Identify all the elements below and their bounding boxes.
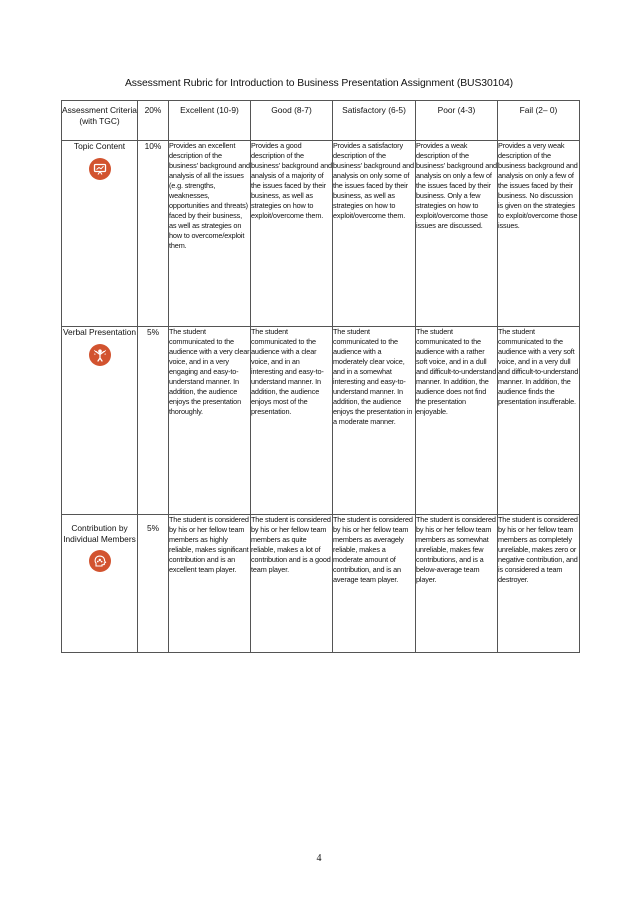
weight-cell: 5% [138,515,169,653]
descriptor-excellent: The student communicated to the audience with a very clear voice, and in a very engaging and easy-to-understand manner. In addition, the audience enjoys the presentation thoroughly. [169,327,251,515]
descriptor-good: The student communicated to the audience with a clear voice, and in an interesting and easy-to-understand manner. In addition, the audience enjoys most of the presentation. [251,327,333,515]
header-weight: 20% [138,101,169,141]
descriptor-good: The student is considered by his or her fellow team members as quite reliable, makes a lot of contribution and is a good team player. [251,515,333,653]
descriptor-poor: Provides a weak description of the business' background and analysis on only a few of the issues faced by their business. Only a few strategies on how to exploit/overcome those issues are discussed. [416,141,498,327]
weight-cell: 10% [138,141,169,327]
descriptor-fail: The student communicated to the audience with a very soft voice, and in a very dull and difficult-to-understand manner. In addition, the audience finds the presentation insufferable. [498,327,580,515]
header-good: Good (8-7) [251,101,333,141]
descriptor-excellent: Provides an excellent description of the business' background and analysis of all the issues (e.g. strengths, weaknesses, opportunities and threats) faced by their business, as well as strategies on how to overcome/exploit them. [169,141,251,327]
descriptor-satisfactory: The student communicated to the audience with a moderately clear voice, and in a somewhat interesting and easy-to-understand manner. In addition, the audience enjoys the presentation in a moderate manner. [333,327,416,515]
descriptor-fail: Provides a very weak description of the business background and analysis on only a few of the issues faced by their business. No discussion is given on the strategies to exploit/overcome those issues. [498,141,580,327]
criterion-cell [62,327,138,515]
presentation-board-icon [89,158,111,180]
criterion-cell [62,515,138,653]
descriptor-excellent: The student is considered by his or her fellow team members as highly reliable, makes significant contribution and is an excellent team player. [169,515,251,653]
criterion-label: Topic Content [73,141,126,151]
header-poor: Poor (4-3) [416,101,498,141]
header-fail: Fail (2– 0) [498,101,580,141]
descriptor-good: Provides a good description of the business' background and analysis of a majority of the issues faced by their business, as well as strategies on how to exploit/overcome them. [251,141,333,327]
header-criteria: Assessment Criteria (with TGC) [62,101,138,141]
criterion-label: Verbal Presentation [62,327,137,337]
rubric-table [61,100,580,653]
header-row [62,101,580,141]
page-number: 4 [316,853,322,864]
document-title: Assessment Rubric for Introduction to Business Presentation Assignment (BUS30104) [124,78,514,89]
team-head-icon [89,550,111,572]
weight-cell: 5% [138,327,169,515]
speaker-person-icon [89,344,111,366]
descriptor-fail: The student is considered by his or her fellow team members as completely unreliable, makes zero or negative contribution, and is considered a team destroyer. [498,515,580,653]
table-row [62,141,580,327]
criterion-label: Contribution by Individual Members [63,523,136,544]
descriptor-satisfactory: Provides a satisfactory description of the business' background and analysis on only some of the issues faced by their business, as well as strategies on how to exploit/overcome them. [333,141,416,327]
descriptor-poor: The student is considered by his or her fellow team members as somewhat unreliable, makes few contributions, and is a below-average team player. [416,515,498,653]
descriptor-poor: The student communicated to the audience with a rather soft voice, and in a dull and difficult-to-understand manner. In addition, the audience does not find the presentation enjoyable. [416,327,498,515]
header-excellent: Excellent (10-9) [169,101,251,141]
header-satisfactory: Satisfactory (6-5) [333,101,416,141]
table-row [62,515,580,653]
table-row [62,327,580,515]
criterion-cell [62,141,138,327]
descriptor-satisfactory: The student is considered by his or her fellow team members as averagely reliable, makes a moderate amount of contribution, and is an average team player. [333,515,416,653]
